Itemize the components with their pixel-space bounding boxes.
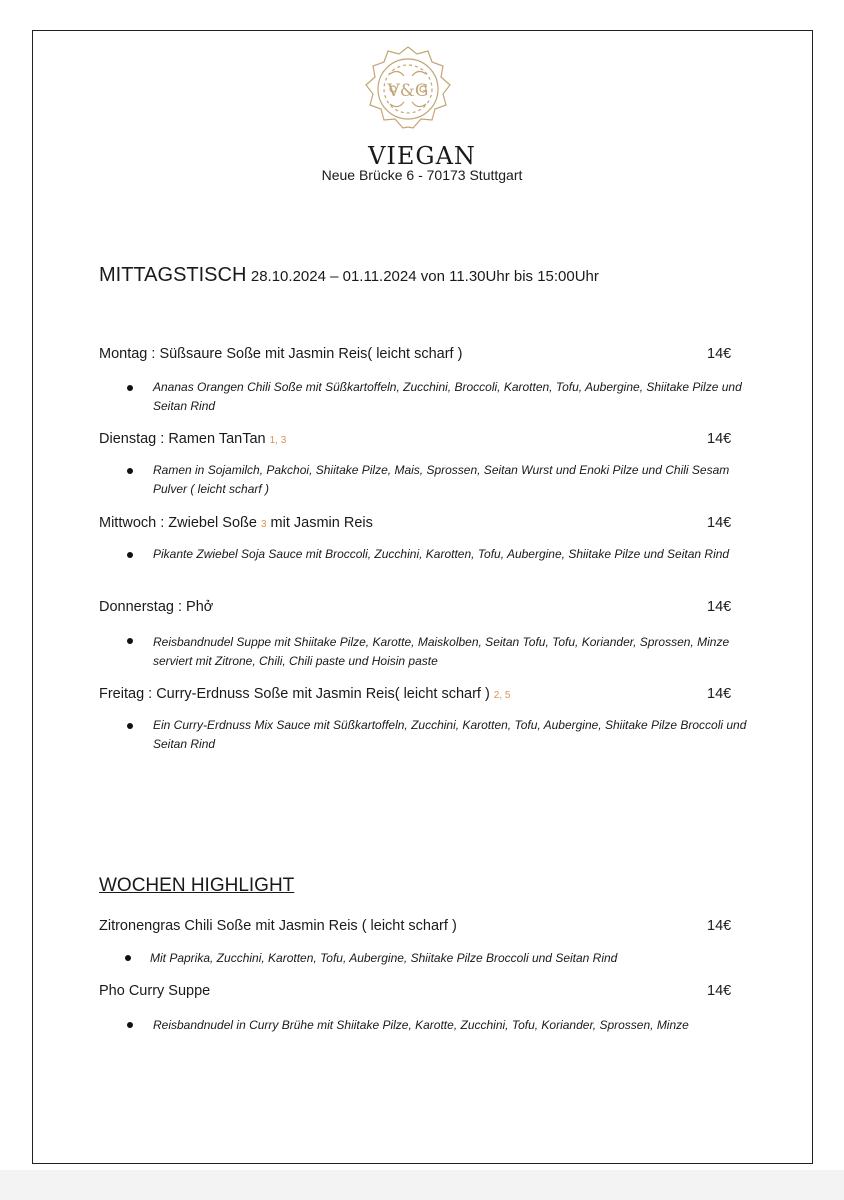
menu-title <box>99 264 599 287</box>
bullet-point <box>127 552 133 558</box>
dish-friday <box>99 686 510 702</box>
description-tuesday: Ramen in Sojamilch, Pakchoi, Shiitake Pilze, Mais, Sprossen, Seitan Wurst und Enoki Pilze und Chili Sesam Pulver ( leicht scharf ) <box>153 463 730 496</box>
logo-monogram: V&G <box>387 81 429 101</box>
dish-highlight-1 <box>99 918 457 934</box>
dish-wednesday <box>99 515 373 531</box>
page-bottom-strip <box>0 1170 844 1200</box>
dish-name: Mittwoch : Zwiebel Soße <box>99 515 257 531</box>
allergen-codes: 3 <box>260 519 267 530</box>
bullet-point <box>127 638 133 644</box>
dish-name: Montag : Süßsaure Soße mit Jasmin Reis( leicht scharf ) <box>99 346 463 362</box>
dish-tuesday <box>99 431 286 447</box>
dish-monday <box>99 346 462 362</box>
dish-name: Dienstag : Ramen TanTan <box>99 431 266 447</box>
bullet-point <box>127 723 133 729</box>
description-highlight-1: Mit Paprika, Zucchini, Karotten, Tofu, Aubergine, Shiitake Pilze Broccoli und Seitan Rind <box>150 951 618 965</box>
dish-name-suffix: mit Jasmin Reis <box>270 515 373 531</box>
dish-highlight-2 <box>99 983 210 999</box>
bullet-point <box>127 385 133 391</box>
price-tuesday: 14€ <box>707 431 732 447</box>
menu-heading: MITTAGSTISCH <box>99 264 247 286</box>
bullet-point <box>127 468 133 474</box>
allergen-codes: 1, 3 <box>269 435 287 446</box>
dish-name: Zitronengras Chili Soße mit Jasmin Reis ( leicht scharf ) <box>99 918 457 934</box>
description-friday: Ein Curry-Erdnuss Mix Sauce mit Süßkartoffeln, Zucchini, Karotten, Tofu, Aubergine, Shiitake Pilze Broccoli und Seitan Rind <box>153 718 747 751</box>
price-highlight-1: 14€ <box>707 918 732 934</box>
description-wednesday: Pikante Zwiebel Soja Sauce mit Broccoli, Zucchini, Karotten, Tofu, Aubergine, Shiitake Pilze und Seitan Rind <box>153 547 730 561</box>
restaurant-address: Neue Brücke 6 - 70173 Stuttgart <box>321 167 523 183</box>
price-thursday: 14€ <box>707 599 732 615</box>
bullet-point <box>127 1022 133 1028</box>
section-heading-highlight: WOCHEN HIGHLIGHT <box>99 875 295 896</box>
description-highlight-2: Reisbandnudel in Curry Brühe mit Shiitake Pilze, Karotte, Zucchini, Tofu, Koriander, Sprossen, Minze <box>153 1018 689 1032</box>
price-highlight-2: 14€ <box>707 983 732 999</box>
description-thursday: Reisbandnudel Suppe mit Shiitake Pilze, Karotte, Maiskolben, Seitan Tofu, Tofu, Koriander, Sprossen, Minze serviert mit Zitrone, Chili, Chili paste und Hoisin paste <box>153 635 730 668</box>
restaurant-logo <box>360 44 456 134</box>
dish-name: Freitag : Curry-Erdnuss Soße mit Jasmin Reis( leicht scharf ) <box>99 686 490 702</box>
dish-name: Donnerstag : Phở <box>99 599 214 615</box>
price-friday: 14€ <box>707 686 732 702</box>
dish-thursday <box>99 599 213 615</box>
price-monday: 14€ <box>707 346 732 362</box>
bullet-point <box>125 955 131 961</box>
brand-name: VIEGAN <box>368 142 476 170</box>
price-wednesday: 14€ <box>707 515 732 531</box>
menu-schedule: 28.10.2024 – 01.11.2024 von 11.30Uhr bis 15:00Uhr <box>250 268 599 285</box>
dish-name: Pho Curry Suppe <box>99 983 211 999</box>
allergen-codes: 2, 5 <box>493 690 511 701</box>
description-monday: Ananas Orangen Chili Soße mit Süßkartoffeln, Zucchini, Broccoli, Karotten, Tofu, Aubergine, Shiitake Pilze und Seitan Rind <box>153 380 742 413</box>
